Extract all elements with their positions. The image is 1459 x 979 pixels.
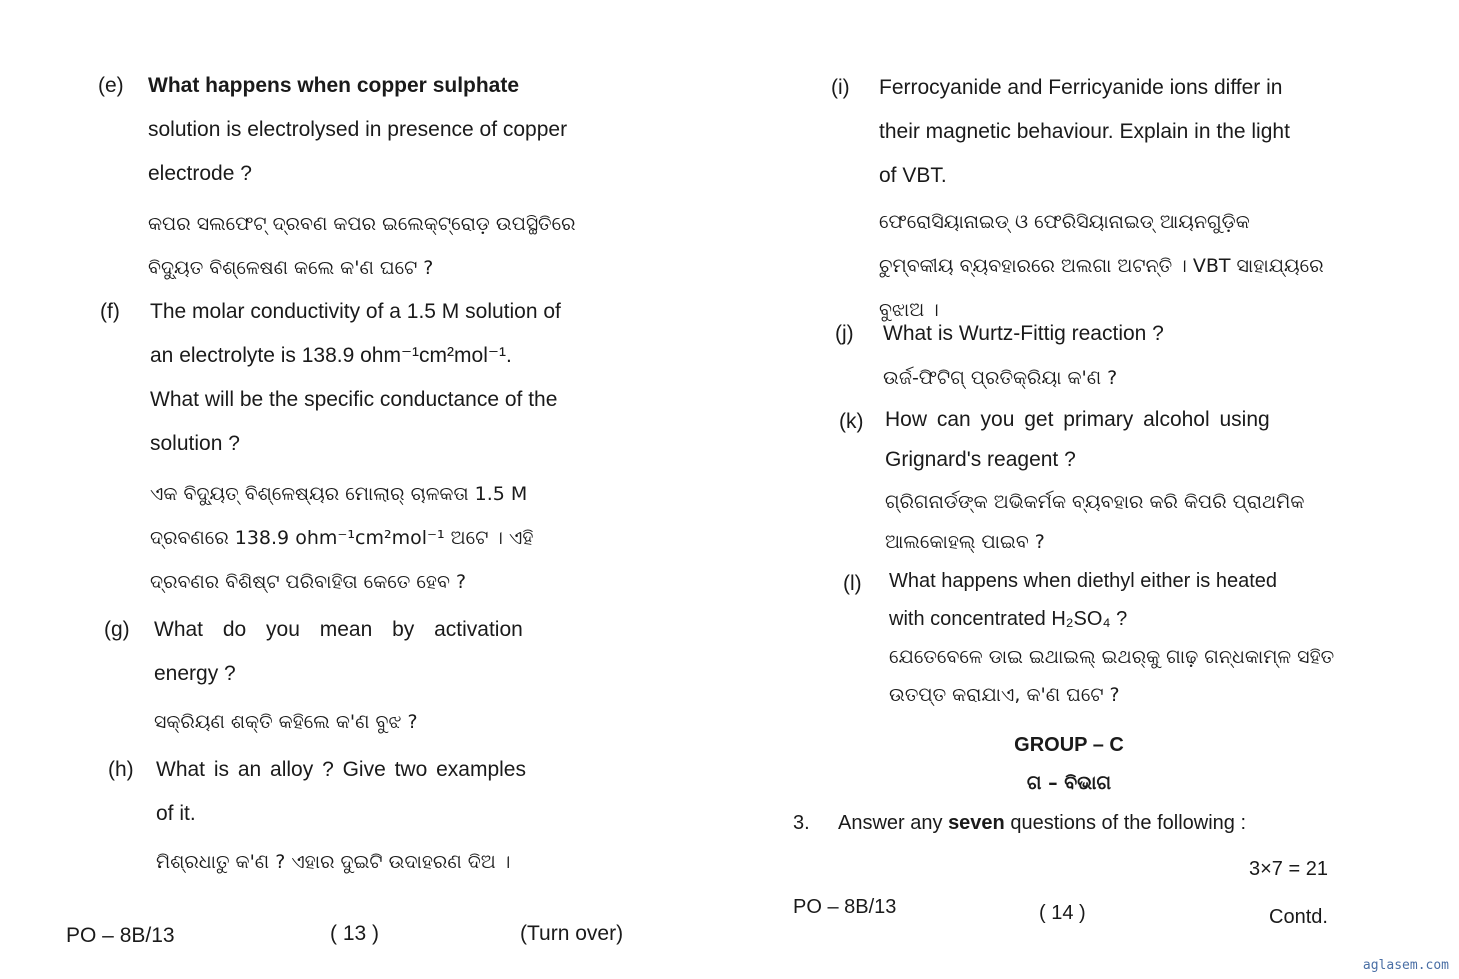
question-label: (l) <box>843 572 862 595</box>
question-text: electrode ? <box>148 162 252 185</box>
question-label: (e) <box>98 74 124 97</box>
group-heading-odia: ଗ – ବିଭାଗ <box>1026 772 1112 794</box>
question-odia-text: ଯେତେବେଳେ ଡାଇ ଇଥାଇଲ୍ ଇଥର୍‌କୁ ଗାଢ଼ ଗନ୍ଧକାମ୍ଳ ସହିତ <box>889 646 1335 668</box>
question-text: What happens when copper sulphate <box>148 74 520 97</box>
question-text: of VBT. <box>879 164 947 187</box>
question-text: Grignard's reagent ? <box>885 448 1076 471</box>
question-label: (g) <box>104 618 130 641</box>
question-odia-text: ଉର୍ଜ-ଫିଟିଗ୍ ପ୍ରତିକ୍ରିୟା କ'ଣ ? <box>883 367 1118 389</box>
question-odia-text: ଚୁମ୍ବକୀୟ ବ୍ୟବହାରରେ ଅଲଗା ଅଟନ୍ତି । VBT ସାହାଯ୍ୟରେ <box>879 255 1324 277</box>
question-text: an electrolyte is 138.9 ohm⁻¹cm²mol⁻¹. <box>150 344 512 367</box>
question-odia-text: ଗ୍ରିଗନାର୍ଡଙ୍କ ଅଭିକର୍ମକ ବ୍ୟବହାର କରି କିପରି ପ୍ରାଥମିକ <box>885 491 1305 513</box>
question-text: What will be the specific conductance of the <box>150 388 558 411</box>
question-odia-text: କପର ସଲଫେଟ୍ ଦ୍ରବଣ କପର ଇଲେକ୍‌ଟ୍ରୋଡ଼ ଉପସ୍ଥିତିରେ <box>148 213 576 235</box>
question-text: Ferrocyanide and Ferricyanide ions differ in <box>879 76 1283 99</box>
question-text: How can you get primary alcohol using <box>885 408 1270 431</box>
question-odia-text: ମିଶ୍ରଧାତୁ କ'ଣ ? ଏହାର ଦୁଇଟି ଉଦାହରଣ ଦିଅ । <box>156 851 511 873</box>
question-text: What is Wurtz-Fittig reaction ? <box>883 322 1164 345</box>
question-odia-text: ଆଲକୋହଲ୍ ପାଇବ ? <box>885 531 1045 553</box>
right-page <box>729 0 1459 979</box>
footer-page-number: ( 14 ) <box>1039 902 1086 924</box>
question-text: energy ? <box>154 662 236 685</box>
question-odia-text: ଦ୍ରବଣରେ 138.9 ohm⁻¹cm²mol⁻¹ ଅଟେ । ଏହି <box>150 527 534 549</box>
question-3 <box>793 812 1246 835</box>
footer-paper-code: PO – 8B/13 <box>793 896 897 918</box>
watermark-link[interactable]: aglasem.com <box>1362 958 1449 973</box>
question-text: What happens when diethyl either is heated <box>889 570 1278 592</box>
question-odia-text: ଏକ ବିଦ୍ୟୁତ୍ ବିଶ୍ଳେଷ୍ୟର ମୋଲାର୍ ଚାଳକତା 1.5 M <box>150 483 528 505</box>
question-emphasis: seven <box>948 812 1005 834</box>
footer-turn-over: (Turn over) <box>520 922 624 945</box>
question-label: (k) <box>839 410 864 433</box>
question-text: What do you mean by activation <box>154 618 523 641</box>
question-number: 3. <box>793 812 810 834</box>
footer-page-number: ( 13 ) <box>330 922 380 945</box>
question-odia-text: ବୁଝାଅ । <box>879 299 939 321</box>
question-odia-text: ସକ୍ରିୟଣ ଶକ୍ତି କହିଲେ କ'ଣ ବୁଝ ? <box>154 711 418 733</box>
question-label: (i) <box>831 76 850 99</box>
question-text: The molar conductivity of a 1.5 M solution of <box>150 300 561 323</box>
question-label: (j) <box>835 322 854 345</box>
question-odia-text: ଫେରୋସିୟାନାଇଡ୍ ଓ ଫେରିସିୟାନାଇଡ୍ ଆୟନଗୁଡ଼ିକ <box>879 211 1250 233</box>
question-text: their magnetic behaviour. Explain in the light <box>879 120 1290 143</box>
left-page <box>0 0 729 979</box>
marks-allocation: 3×7 = 21 <box>1249 858 1328 880</box>
question-text: What is an alloy ? Give two examples <box>156 758 526 781</box>
question-text: of it. <box>156 802 196 825</box>
question-odia-text: ଦ୍ରବଣର ବିଶିଷ୍ଟ ପରିବାହିତା କେତେ ହେବ ? <box>150 571 467 593</box>
group-heading: GROUP – C <box>1014 734 1124 756</box>
question-odia-text: ଉତପ୍ତ କରାଯାଏ, କ'ଣ ଘଟେ ? <box>889 684 1120 706</box>
footer-paper-code: PO – 8B/13 <box>66 924 175 947</box>
question-text: solution is electrolysed in presence of copper <box>148 118 568 141</box>
footer-continued: Contd. <box>1269 906 1328 928</box>
question-text: with concentrated H₂SO₄ ? <box>889 608 1128 630</box>
question-text: questions of the following : <box>1004 812 1247 834</box>
question-label: (h) <box>108 758 134 781</box>
question-text: Answer any <box>838 812 949 834</box>
question-label: (f) <box>100 300 120 323</box>
question-text: solution ? <box>150 432 240 455</box>
question-odia-text: ବିଦ୍ୟୁତ ବିଶ୍ଳେଷଣ କଲେ କ'ଣ ଘଟେ ? <box>148 257 434 279</box>
